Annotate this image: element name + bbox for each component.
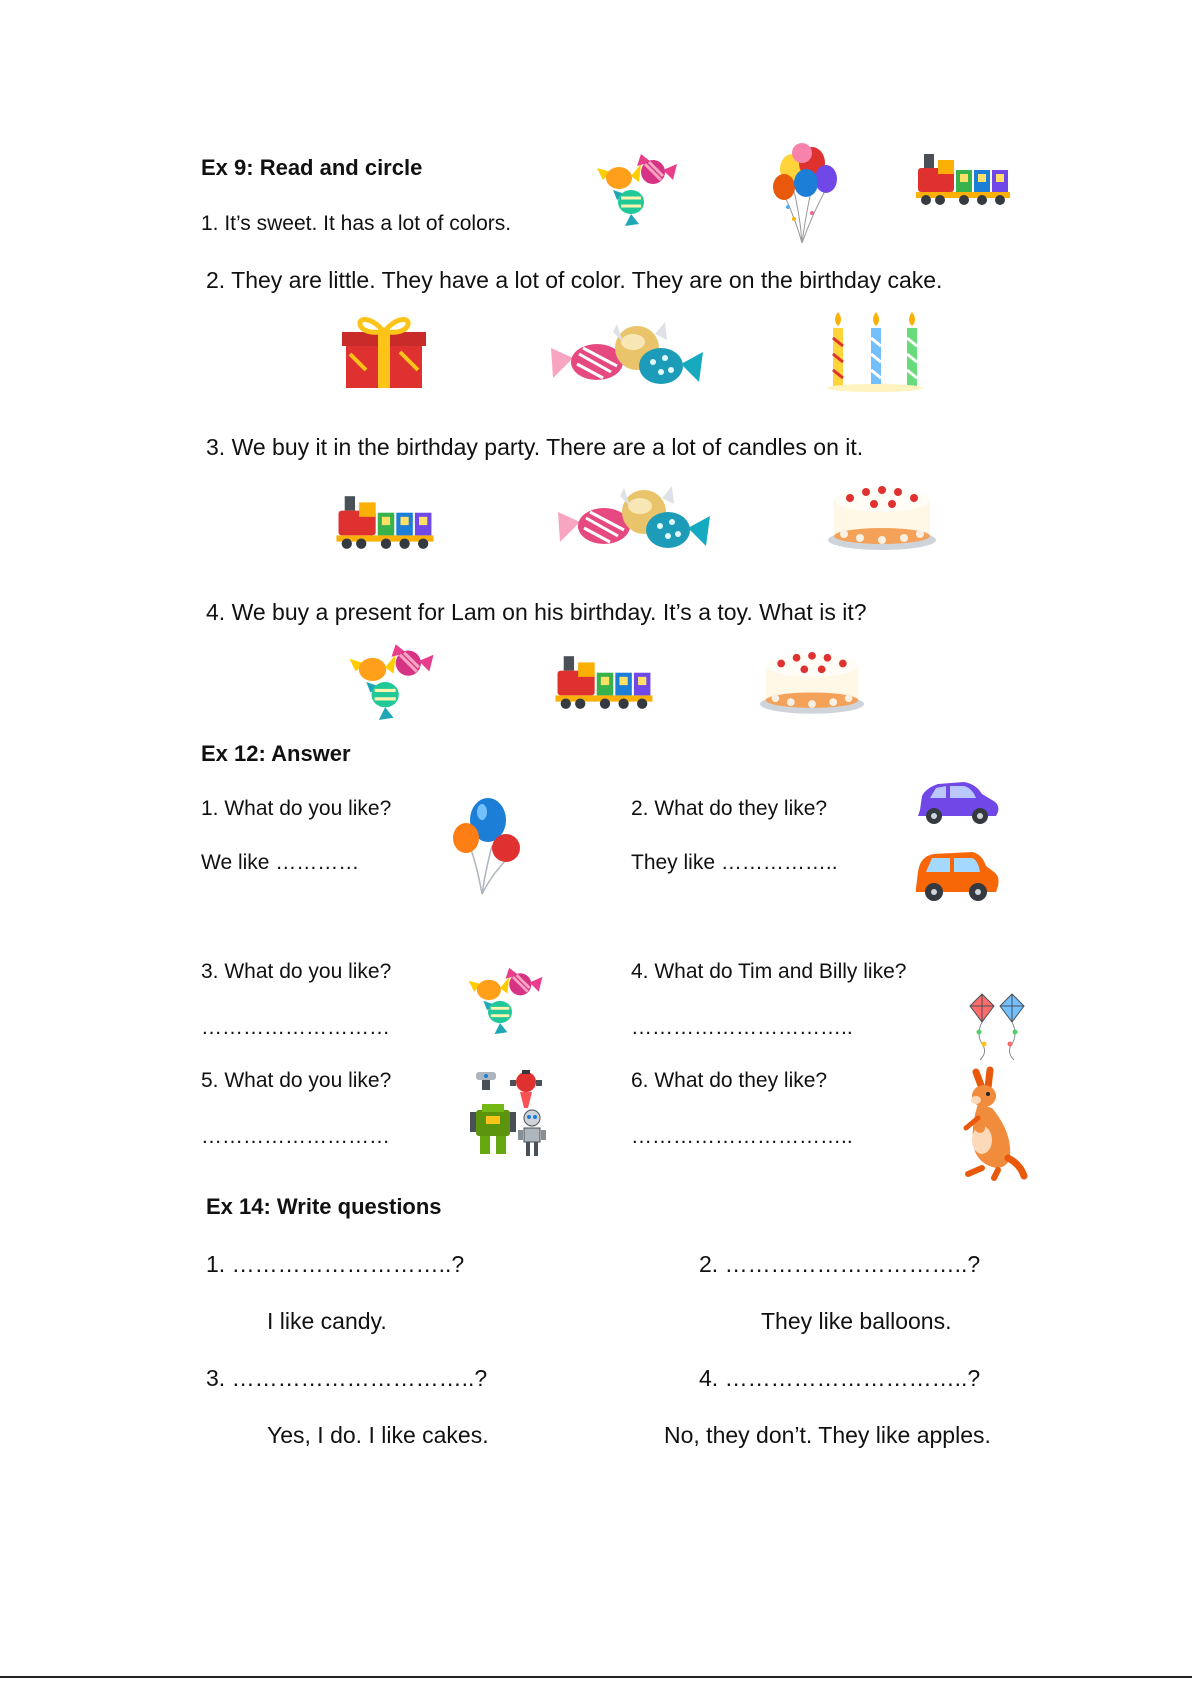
ex12-answer-5: ……………………… bbox=[201, 1125, 390, 1148]
ex14-question-4: 4. …………………………..? bbox=[699, 1365, 981, 1391]
ex12-question-2: 2. What do they like? bbox=[631, 797, 828, 820]
ex14-question-2: 2. …………………………..? bbox=[699, 1251, 981, 1277]
ex9-question-3: 3. We buy it in the birthday party. There are a lot of candles on it. bbox=[206, 434, 864, 460]
candles-icon[interactable] bbox=[820, 310, 920, 392]
page-bottom-rule bbox=[0, 1676, 1192, 1678]
ex14-answer-3: Yes, I do. I like cakes. bbox=[267, 1422, 489, 1448]
wrapped-candies-icon[interactable] bbox=[549, 322, 705, 392]
ex12-question-5: 5. What do you like? bbox=[201, 1069, 392, 1092]
ex12-question-4: 4. What do Tim and Billy like? bbox=[631, 960, 907, 983]
ex12-question-3: 3. What do you like? bbox=[201, 960, 392, 983]
birthday-cake-icon[interactable] bbox=[758, 640, 866, 716]
ex12-answer-2: They like …………….. bbox=[631, 851, 838, 874]
ex14-answer-1: I like candy. bbox=[267, 1308, 387, 1334]
balloons-icon[interactable] bbox=[772, 143, 838, 245]
wrapped-candies-icon[interactable] bbox=[556, 486, 712, 556]
ex12-answer-4: ………………………….. bbox=[631, 1016, 853, 1039]
kites-icon[interactable] bbox=[968, 992, 1028, 1062]
toy-train-icon[interactable] bbox=[334, 490, 438, 554]
candy-icon[interactable] bbox=[595, 150, 680, 228]
kangaroo-icon[interactable] bbox=[948, 1068, 1026, 1180]
ex9-question-4: 4. We buy a present for Lam on his birthday. It’s a toy. What is it? bbox=[206, 599, 867, 625]
toy-train-icon[interactable] bbox=[916, 148, 1012, 210]
ex12-question-1: 1. What do you like? bbox=[201, 797, 392, 820]
ex14-answer-2: They like balloons. bbox=[761, 1308, 952, 1334]
toy-train-icon[interactable] bbox=[553, 650, 657, 714]
birthday-cake-icon[interactable] bbox=[826, 474, 938, 552]
robots-icon[interactable] bbox=[470, 1068, 550, 1158]
toy-cars-icon[interactable] bbox=[912, 772, 1002, 906]
ex12-question-6: 6. What do they like? bbox=[631, 1069, 828, 1092]
ex12-answer-1: We like ………… bbox=[201, 851, 360, 874]
gift-box-icon[interactable] bbox=[340, 310, 428, 392]
ex9-question-2: 2. They are little. They have a lot of color. They are on the birthday cake. bbox=[206, 267, 943, 293]
ex12-answer-6: ………………………….. bbox=[631, 1125, 853, 1148]
candy-icon[interactable] bbox=[346, 640, 438, 722]
ex12-heading: Ex 12: Answer bbox=[201, 741, 351, 766]
ex9-heading: Ex 9: Read and circle bbox=[201, 155, 423, 180]
ex14-answer-4: No, they don’t. They like apples. bbox=[664, 1422, 991, 1448]
candy-icon[interactable] bbox=[466, 964, 546, 1036]
ex14-question-1: 1. ………………………..? bbox=[206, 1251, 465, 1277]
ex9-question-1: 1. It’s sweet. It has a lot of colors. bbox=[201, 212, 512, 235]
ex14-question-3: 3. …………………………..? bbox=[206, 1365, 488, 1391]
ex12-answer-3: ……………………… bbox=[201, 1016, 390, 1039]
balloons-icon[interactable] bbox=[452, 796, 522, 896]
ex14-heading: Ex 14: Write questions bbox=[206, 1194, 442, 1219]
